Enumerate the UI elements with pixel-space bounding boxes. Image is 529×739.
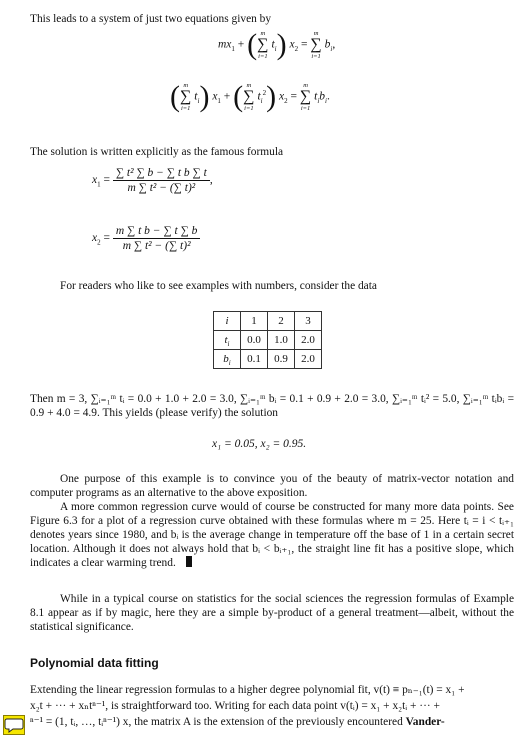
table-row-label: $b_i$: [214, 350, 241, 369]
solution-intro: The solution is written explicitly as the famous formula: [30, 146, 284, 158]
table-header-cell: 1: [241, 312, 268, 331]
formula-x1: $x_1$ = $\frac{\text{∑ t² ∑ b − ∑ t b ∑ t}}{\text{m ∑ t² − (∑ t)²}}$ ,: [92, 167, 213, 194]
table-row: [214, 350, 322, 369]
table-header-row: [214, 312, 322, 331]
paragraph-polynomial-line2: x₂t + ··· + xₙtⁿ⁻¹, is straightforward too. Writing for each data point v(tᵢ) = x₁ + x₂tᵢ + ··· +: [30, 700, 440, 712]
then-text: Then m = 3, ∑ᵢ₌₁ᵐ tᵢ = 0.0 + 1.0 + 2.0 = 3.0, ∑ᵢ₌₁ᵐ bᵢ = 0.1 + 0.9 + 2.0 = 3.0, ∑ᵢ₌₁ᵐ tᵢ² = 5.0, ∑ᵢ₌₁ᵐ tᵢbᵢ = 0.9 + 4.0 = 4.9. This yields (please verify) the solution: [30, 393, 514, 419]
formula-x2-denominator: m ∑ t² − (∑ t)²: [122, 240, 191, 252]
table-cell: 2.0: [295, 350, 322, 369]
result-equation: x₁ = 0.05, x₂ = 0.95.: [212, 438, 307, 450]
table-cell: 0.9: [268, 350, 295, 369]
table-row-label: $t_i$: [214, 331, 241, 350]
paragraph-regression: A more common regression curve would of course be constructed for many more data points. See Figure 6.3 for a plot of a regression curve obtained with these formulas where m = 25. Here tᵢ = i < tᵢ₊₁ denotes years since 1980, and bᵢ is the average change in temperature off the base of 1 in a certain secret location. Although it does not always hold that bᵢ < bᵢ₊₁, the straight line fit has a positive slope, which indicates a clear warming trend.: [30, 501, 514, 569]
eq-mx: mx: [218, 38, 232, 51]
equation-row-2: ( m ∑ i=1 $t_i$) $x_1$ + ( m ∑ i=1 $t_i^2$) $x_2$ = m ∑ i=1 $t_ib_i$.: [170, 80, 330, 113]
table-header-cell: 2: [268, 312, 295, 331]
examples-intro: For readers who like to see examples with numbers, consider the data: [60, 280, 377, 292]
formula-x1-numerator: ∑ t² ∑ b − ∑ t b ∑ t: [113, 166, 210, 181]
formula-x1-denominator: m ∑ t² − (∑ t)²: [127, 182, 196, 194]
formula-x2: $x_2$ = $\frac{\text{m ∑ t b − ∑ t ∑ b}}{\text{m ∑ t² − (∑ t)²}}$: [92, 224, 200, 253]
data-table: [213, 311, 322, 369]
intro-text: This leads to a system of just two equations given by: [30, 13, 272, 25]
formula-x2-numerator: m ∑ t b − ∑ t ∑ b: [113, 224, 201, 239]
table-cell: 2.0: [295, 331, 322, 350]
equation-row-1: $mx_1$ + ( m ∑ i=1 $t_i$) $x_2$ = m ∑ i=1 $b_i$,: [218, 28, 336, 61]
table-header-cell: i: [214, 312, 241, 331]
comment-note-icon[interactable]: [3, 715, 25, 735]
paragraph-polynomial-line3: ⁿ⁻¹ = (1, tᵢ, …, tᵢⁿ⁻¹) x, the matrix A is the extension of the previously encountered Vander-: [30, 716, 445, 728]
table-cell: 1.0: [268, 331, 295, 350]
paragraph-purpose: One purpose of this example is to convince you of the beauty of matrix-vector notation and computer programs as an alternative to the above exposition.: [30, 473, 514, 499]
table-header-cell: 3: [295, 312, 322, 331]
table-cell: 0.1: [241, 350, 268, 369]
section-title: Polynomial data fitting: [30, 656, 159, 670]
table-row: [214, 331, 322, 350]
qed-mark: [186, 556, 192, 567]
paragraph-statistics: While in a typical course on statistics for the social sciences the regression formulas of Example 8.1 appear as if by magic, here they are a simple by-product of a general treatment—albeit, without the statistical significance.: [30, 593, 514, 633]
paragraph-polynomial-line1: Extending the linear regression formulas to a higher degree polynomial fit, v(t) ≡ pₙ₋₁(t) = x₁ +: [30, 684, 465, 696]
table-cell: 0.0: [241, 331, 268, 350]
